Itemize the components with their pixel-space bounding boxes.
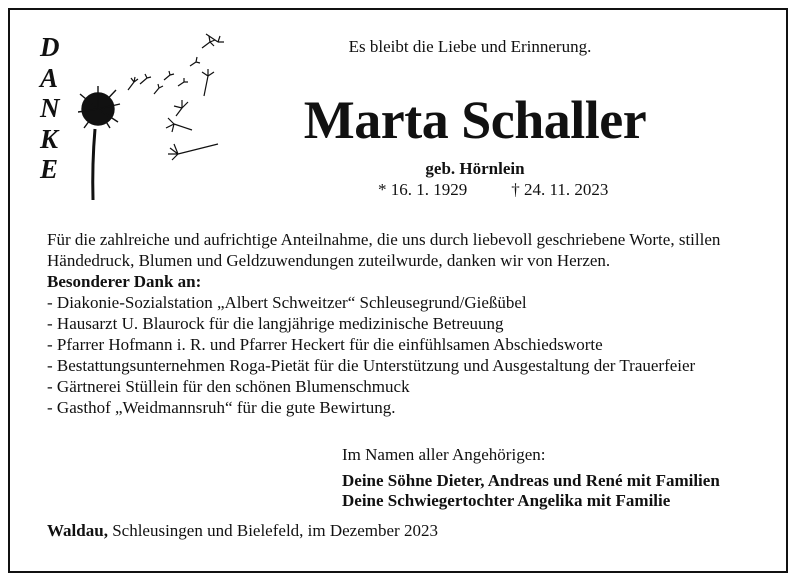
list-item: - Gärtnerei Stüllein für den schönen Blumenschmuck [47,377,410,396]
list-item: - Hausarzt U. Blaurock für die langjährige medizinische Betreuung [47,314,504,333]
dandelion-icon [78,24,238,204]
death-date: † 24. 11. 2023 [511,180,609,199]
signature-family-line: Deine Schwiegertochter Angelika mit Familie [342,491,671,510]
danke-vertical [40,32,80,185]
danke-letter: A [40,62,59,93]
birth-date: * 16. 1. 1929 [378,180,468,199]
list-item: - Bestattungsunternehmen Roga-Pietät für die Unterstützung und Ausgestaltung der Trauerfeier [47,356,696,375]
thanks-body [47,229,767,418]
intro-paragraph: Für die zahlreiche und aufrichtige Anteilnahme, die uns durch liebevoll geschriebene Worte, stillen Händedruck, Blumen und Geldzuwendungen zuteilwurde, danken wir von Herzen. [47,230,721,270]
maiden-name: geb. Hörnlein [425,159,525,178]
signature-intro: Im Namen aller Angehörigen: [342,445,546,464]
motto-text: Es bleibt die Liebe und Erinnerung. [348,37,592,56]
danke-letter: N [40,93,60,123]
place-date-line [47,521,438,541]
life-dates [378,180,608,200]
thanks-heading: Besonderer Dank an: [47,272,202,291]
list-item: - Diakonie-Sozialstation „Albert Schweitzer“ Schleusegrund/Gießübel [47,293,527,312]
place-rest: Schleusingen und Bielefeld, im Dezember 2023 [107,521,438,540]
danke-letter: D [40,32,60,62]
danke-letter: E [40,154,59,184]
list-item: - Gasthof „Weidmannsruh“ für die gute Bewirtung. [47,398,396,417]
list-item: - Pfarrer Hofmann i. R. und Pfarrer Heckert für die einfühlsamen Abschiedsworte [47,335,603,354]
danke-letter: K [40,123,59,154]
place-main: Waldau, [47,521,108,540]
signature-block [342,445,772,512]
thanks-list [47,292,767,418]
deceased-name: Marta Schaller [303,90,647,150]
signature-family-line: Deine Söhne Dieter, Andreas und René mit Familien [342,470,720,490]
